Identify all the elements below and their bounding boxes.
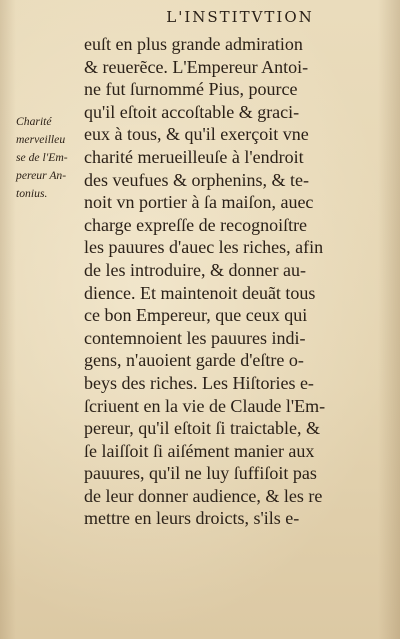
text-line: charge expreſſe de recognoiſtre	[84, 214, 308, 235]
text-line: mettre en leurs droicts, s'ils e-	[84, 508, 300, 529]
text-line: ce bon Empereur, que ceux qui	[84, 305, 308, 326]
marginal-note-line: se de l'Em-	[16, 150, 68, 164]
text-line: dience. Et maintenoit deuãt tous	[84, 282, 316, 303]
marginal-note	[16, 112, 84, 202]
text-line: ne fut ſurnommé Pius, pource	[84, 79, 298, 100]
text-line: noit vn portier à ſa maiſon, auec	[84, 192, 314, 213]
marginal-note-line: merveilleu	[16, 132, 66, 146]
text-line: contemnoient les pauures indi-	[84, 327, 306, 348]
text-line: de leur donner audience, & les re	[84, 485, 323, 506]
marginal-note-line: tonius.	[16, 186, 48, 200]
text-line: beys des riches. Les Hiſtories e-	[84, 372, 314, 393]
body-text	[84, 33, 384, 530]
text-line: ſe laiſſoit ſi aiſément manier aux	[84, 440, 315, 461]
text-line: ſcriuent en la vie de Claude l'Em-	[84, 395, 326, 416]
text-line: pauures, qu'il ne luy ſuffiſoit pas	[84, 463, 317, 484]
text-line: qu'il eſtoit accoſtable & graci-	[84, 101, 300, 122]
text-line: les pauures d'auec les riches, afin	[84, 237, 324, 258]
running-head: L'INSTITVTION	[166, 8, 314, 26]
text-line: euſt en plus grande admiration	[84, 34, 303, 54]
text-line: des veufues & orphenins, & te-	[84, 169, 309, 190]
text-line: charité merueilleuſe à l'endroit	[84, 146, 304, 167]
text-line: de les introduire, & donner au-	[84, 259, 306, 280]
text-line: gens, n'auoient garde d'eſtre o-	[84, 350, 304, 371]
marginal-note-line: Charité	[16, 114, 52, 128]
text-line: pereur, qu'il eſtoit ſi traictable, &	[84, 418, 320, 439]
text-line: & reuerẽce. L'Empereur Antoi-	[84, 56, 309, 77]
marginal-note-line: pereur An-	[16, 168, 67, 182]
text-line: eux à tous, & qu'il exerçoit vne	[84, 124, 309, 145]
page-gutter-shadow	[0, 0, 16, 639]
